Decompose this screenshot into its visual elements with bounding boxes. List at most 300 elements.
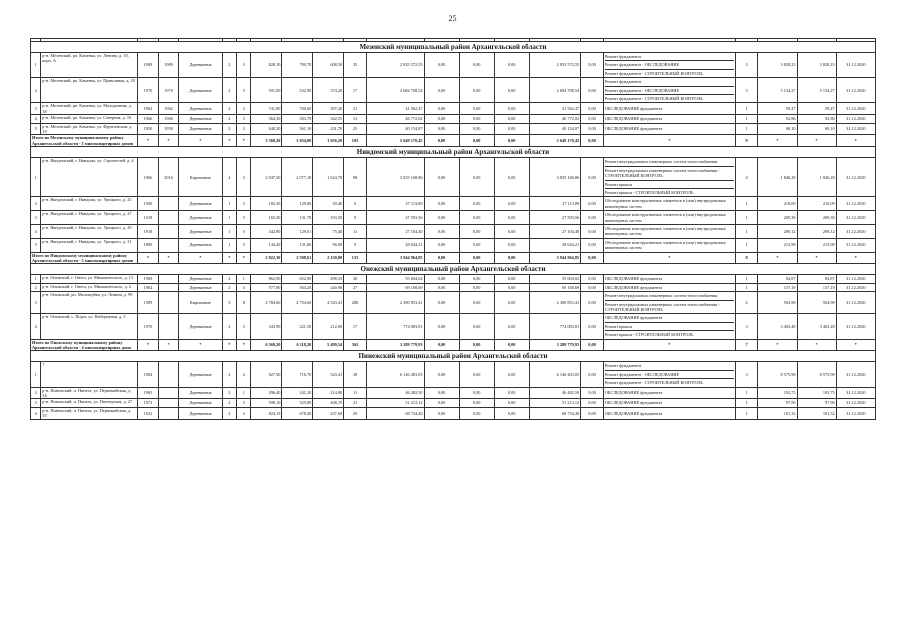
fund-other-cell: 0,00 bbox=[581, 158, 604, 197]
deadline-cell: 31.12.2020 bbox=[836, 103, 875, 115]
wall-material-cell: Деревянные bbox=[179, 283, 222, 291]
total-star: * bbox=[603, 135, 735, 147]
year-built-cell: 1972 bbox=[138, 399, 159, 407]
wall-material-cell: Деревянные bbox=[179, 224, 222, 238]
address-cell: р-н. Мезенский, рп. Каменка, ул. Правошная, д. 29 bbox=[41, 78, 138, 103]
district-total-row bbox=[31, 252, 876, 264]
total-area-cell: 577,80 bbox=[251, 283, 282, 291]
floors-cell: 2 bbox=[222, 123, 236, 135]
residents-cell: 11 bbox=[344, 224, 367, 238]
total-area-cell: 342,80 bbox=[251, 224, 282, 238]
work-item: Ремонт фундамента - ОБСЛЕДОВАНИЕ bbox=[605, 60, 734, 68]
floors-cell: 5 bbox=[222, 292, 236, 314]
unit-cost-cell: 209,39 bbox=[758, 211, 797, 225]
row-number: 5 bbox=[31, 123, 41, 135]
total-star: * bbox=[179, 252, 222, 264]
floors-cell: 2 bbox=[222, 275, 236, 283]
residents-cell: 29 bbox=[344, 407, 367, 419]
table-row bbox=[31, 399, 876, 407]
total-cost-cell: 68 734,48 bbox=[366, 407, 424, 419]
total-star: * bbox=[797, 135, 836, 147]
table-row bbox=[31, 407, 876, 419]
total-cost-cell: 46 772,02 bbox=[366, 115, 424, 123]
private-area-cell: 240,90 bbox=[313, 283, 344, 291]
total-value-cell: 0,00 bbox=[581, 135, 604, 147]
total-value-cell: 0,00 bbox=[494, 135, 529, 147]
total-star: * bbox=[836, 339, 875, 351]
private-area-cell: 103,50 bbox=[313, 211, 344, 225]
total-star: * bbox=[603, 252, 735, 264]
year-renovated-cell bbox=[158, 197, 179, 211]
address-cell: р-н. Мезенский, рп. Каменка, ул. Северная, д. 16 bbox=[41, 115, 138, 123]
fund-federal-cell: 0,00 bbox=[424, 123, 459, 135]
work-item: Ремонт внутридомовых инженерных систем теплоснабжения bbox=[604, 159, 718, 165]
total-area-cell: 591,00 bbox=[251, 78, 282, 103]
district-name: Няндомский муниципальный район Архангельской области bbox=[31, 147, 876, 158]
table-row bbox=[31, 211, 876, 225]
max-cost-cell: 5 134,27 bbox=[797, 78, 836, 103]
works-list-cell bbox=[603, 211, 735, 225]
total-cost-cell: 40 154,87 bbox=[366, 123, 424, 135]
max-cost-cell: 1 846,28 bbox=[797, 158, 836, 197]
fund-other-cell: 0,00 bbox=[581, 407, 604, 419]
fund-regional-cell: 0,00 bbox=[459, 283, 494, 291]
fund-regional-cell: 0,00 bbox=[459, 362, 494, 387]
total-area-cell: 4 784,60 bbox=[251, 292, 282, 314]
floors-cell: 1 bbox=[222, 211, 236, 225]
fund-federal-cell: 0,00 bbox=[424, 53, 459, 78]
row-number: 4 bbox=[31, 407, 41, 419]
floors-cell: 2 bbox=[222, 103, 236, 115]
residents-cell: 25 bbox=[344, 123, 367, 135]
residents-cell: 30 bbox=[344, 275, 367, 283]
deadline-cell: 31.12.2020 bbox=[836, 399, 875, 407]
fund-owners-cell: 3 835 168,86 bbox=[529, 158, 581, 197]
max-cost-cell: 209,39 bbox=[797, 211, 836, 225]
living-area-cell: 678,40 bbox=[282, 407, 313, 419]
total-star: * bbox=[237, 339, 251, 351]
deadline-cell: 31.12.2020 bbox=[836, 78, 875, 103]
total-value-cell: 3 368,20 bbox=[251, 135, 282, 147]
fund-regional-cell: 0,00 bbox=[459, 78, 494, 103]
fund-other-cell: 0,00 bbox=[581, 78, 604, 103]
unit-cost-cell: 8 575,98 bbox=[758, 362, 797, 387]
fund-regional-cell: 0,00 bbox=[459, 115, 494, 123]
work-item: Ремонт фундамента bbox=[604, 363, 642, 369]
entrances-cell: 3 bbox=[237, 115, 251, 123]
district-name: Пинежский муниципальный район Архангельской области bbox=[31, 351, 876, 362]
total-area-cell: 343,90 bbox=[251, 314, 282, 339]
works-list-cell bbox=[603, 238, 735, 252]
work-item: Ремонт внутридомовых инженерных систем теплоснабжения bbox=[604, 293, 718, 299]
table-row bbox=[31, 387, 876, 399]
work-count-cell: 1 bbox=[735, 238, 758, 252]
fund-federal-cell: 0,00 bbox=[424, 399, 459, 407]
max-cost-cell: 101,32 bbox=[797, 407, 836, 419]
living-area-cell: 561,10 bbox=[282, 123, 313, 135]
address-cell: р-н. Пинежский, п. Пинега, ул. Первомайская, д. 55 bbox=[41, 407, 138, 419]
fund-federal-cell: 0,00 bbox=[424, 362, 459, 387]
works-list-cell bbox=[603, 399, 735, 407]
fund-local-cell: 0,00 bbox=[494, 399, 529, 407]
work-count-cell: 3 bbox=[735, 314, 758, 339]
total-star: * bbox=[237, 252, 251, 264]
living-area-cell: 780,70 bbox=[282, 53, 313, 78]
total-value-cell: 0,00 bbox=[424, 252, 459, 264]
total-area-cell: 862,90 bbox=[251, 275, 282, 283]
floors-cell: 2 bbox=[222, 283, 236, 291]
total-value-cell: 0,00 bbox=[494, 252, 529, 264]
private-area-cell: 608,50 bbox=[313, 53, 344, 78]
total-cost-cell: 55 604,02 bbox=[366, 275, 424, 283]
deadline-cell: 31.12.2020 bbox=[836, 158, 875, 197]
fund-owners-cell: 51 213,12 bbox=[529, 399, 581, 407]
works-list-cell bbox=[603, 224, 735, 238]
table-row bbox=[31, 78, 876, 103]
year-renovated-cell bbox=[158, 387, 179, 399]
max-cost-cell: 3 828,23 bbox=[797, 53, 836, 78]
work-count-cell: 2 bbox=[735, 292, 758, 314]
fund-federal-cell: 0,00 bbox=[424, 283, 459, 291]
deadline-cell: 31.12.2020 bbox=[836, 115, 875, 123]
work-item: Ремонт фундамента bbox=[604, 54, 642, 59]
work-item: Ремонт крыши - СТРОИТЕЛЬНЫЙ КОНТРОЛЬ bbox=[605, 188, 734, 196]
private-area-cell: 231,70 bbox=[313, 123, 344, 135]
work-count-cell: 1 bbox=[735, 224, 758, 238]
fund-owners-cell: 774 083,81 bbox=[529, 314, 581, 339]
total-value-cell: 0,00 bbox=[424, 135, 459, 147]
year-built-cell: 1966 bbox=[138, 115, 159, 123]
total-star: * bbox=[138, 252, 159, 264]
deadline-cell: 31.12.2020 bbox=[836, 123, 875, 135]
fund-owners-cell: 6 146 403,05 bbox=[529, 362, 581, 387]
work-count-cell: 3 bbox=[735, 53, 758, 78]
year-renovated-cell bbox=[158, 292, 179, 314]
year-built-cell: 1989 bbox=[138, 292, 159, 314]
year-built-cell: 1989 bbox=[138, 53, 159, 78]
total-star: * bbox=[222, 339, 236, 351]
wall-material-cell: Деревянные bbox=[179, 53, 222, 78]
total-star: * bbox=[158, 135, 179, 147]
work-item: Обследование конструктивных элементов и (или) внутридомовых инженерных систем bbox=[604, 239, 726, 251]
total-value-cell: 5 649 170,45 bbox=[366, 135, 424, 147]
fund-federal-cell: 0,00 bbox=[424, 238, 459, 252]
table-row bbox=[31, 224, 876, 238]
fund-other-cell: 0,00 bbox=[581, 103, 604, 115]
residents-cell: 27 bbox=[344, 283, 367, 291]
wall-material-cell: Деревянные bbox=[179, 123, 222, 135]
deadline-cell: 31.12.2020 bbox=[836, 314, 875, 339]
year-renovated-cell bbox=[158, 407, 179, 419]
fund-federal-cell: 0,00 bbox=[424, 197, 459, 211]
work-item: Ремонт внутридомовых инженерных систем теплоснабжения - СТРОИТЕЛЬНЫЙ КОНТРОЛЬ bbox=[605, 300, 734, 314]
total-value-cell: 0,00 bbox=[459, 339, 494, 351]
wall-material-cell: Деревянные bbox=[179, 314, 222, 339]
total-value-cell: 3 054,00 bbox=[282, 135, 313, 147]
max-cost-cell: 504,98 bbox=[797, 292, 836, 314]
fund-federal-cell: 0,00 bbox=[424, 387, 459, 399]
work-item: ОБСЛЕДОВАНИЕ фундамента bbox=[604, 106, 663, 112]
address-cell: р-н. Мезенский, рп. Каменка, ул. Ленина, д. 10, корп. А bbox=[41, 53, 138, 78]
deadline-cell: 31.12.2020 bbox=[836, 407, 875, 419]
total-star: * bbox=[237, 135, 251, 147]
capital-repair-table bbox=[30, 38, 876, 420]
work-item: Ремонт фундамента bbox=[604, 79, 642, 85]
row-number: 1 bbox=[31, 362, 41, 387]
work-item: ОБСЛЕДОВАНИЕ фундамента bbox=[604, 410, 663, 416]
year-built-cell: 1900 bbox=[138, 197, 159, 211]
entrances-cell: 5 bbox=[237, 238, 251, 252]
fund-other-cell: 0,00 bbox=[581, 362, 604, 387]
living-area-cell: 503,70 bbox=[282, 115, 313, 123]
wall-material-cell: Деревянные bbox=[179, 407, 222, 419]
year-built-cell: 1918 bbox=[138, 224, 159, 238]
fund-other-cell: 0,00 bbox=[581, 211, 604, 225]
work-item: Обследование конструктивных элементов и (или) внутридомовых инженерных систем bbox=[604, 198, 726, 209]
work-item: Ремонт фундамента - СТРОИТЕЛЬНЫЙ КОНТРОЛЬ bbox=[605, 378, 734, 386]
deadline-cell: 31.12.2020 bbox=[836, 283, 875, 291]
total-value-cell: 3 289 779,93 bbox=[529, 339, 581, 351]
fund-other-cell: 0,00 bbox=[581, 53, 604, 78]
work-count-cell: 4 bbox=[735, 158, 758, 197]
year-built-cell: 1970 bbox=[138, 314, 159, 339]
fund-local-cell: 0,00 bbox=[494, 292, 529, 314]
private-area-cell: 408,19 bbox=[313, 399, 344, 407]
year-built-cell: 1965 bbox=[138, 387, 159, 399]
address-cell: р-н. Няндомский, г. Няндома, ул. Урицкого, д. 31 bbox=[41, 238, 138, 252]
fund-local-cell: 0,00 bbox=[494, 123, 529, 135]
total-area-cell: 296,40 bbox=[251, 387, 282, 399]
total-area-cell: 824,19 bbox=[251, 407, 282, 419]
year-built-cell: 1962 bbox=[138, 103, 159, 115]
unit-cost-cell: 97,96 bbox=[758, 399, 797, 407]
district-total-label: Итого по Няндомскому муниципальному району Архангельской области - 5 многоквартирных домов bbox=[31, 252, 138, 264]
fund-local-cell: 0,00 bbox=[494, 211, 529, 225]
wall-material-cell: Деревянные bbox=[179, 103, 222, 115]
private-area-cell: 543,41 bbox=[313, 362, 344, 387]
row-number: 1 bbox=[31, 275, 41, 283]
max-cost-cell: 92,86 bbox=[797, 115, 836, 123]
total-value-cell: 5 499,54 bbox=[313, 339, 344, 351]
deadline-cell: 31.12.2020 bbox=[836, 362, 875, 387]
address-cell: р-н. Няндомский, г. Няндома, ул. Урицкого, д. 25 bbox=[41, 197, 138, 211]
total-value-cell: 133 bbox=[344, 252, 367, 264]
living-area-cell: 131,78 bbox=[282, 211, 313, 225]
private-area-cell: 1 624,70 bbox=[313, 158, 344, 197]
floors-cell: 2 bbox=[222, 314, 236, 339]
fund-regional-cell: 0,00 bbox=[459, 158, 494, 197]
total-value-cell: 0,00 bbox=[459, 252, 494, 264]
year-built-cell: 1966 bbox=[138, 158, 159, 197]
year-built-cell: 1964 bbox=[138, 283, 159, 291]
entrances-cell: 2 bbox=[237, 362, 251, 387]
total-cost-cell: 27 113,89 bbox=[366, 197, 424, 211]
unit-cost-cell: 101,32 bbox=[758, 407, 797, 419]
works-list-cell bbox=[603, 53, 735, 78]
residents-cell: 6 bbox=[344, 197, 367, 211]
residents-cell: 17 bbox=[344, 314, 367, 339]
year-built-cell: 1970 bbox=[138, 78, 159, 103]
wall-material-cell: Деревянные bbox=[179, 115, 222, 123]
fund-regional-cell: 0,00 bbox=[459, 53, 494, 78]
year-built-cell: 1950 bbox=[138, 123, 159, 135]
fund-other-cell: 0,00 bbox=[581, 238, 604, 252]
fund-owners-cell: 46 772,02 bbox=[529, 115, 581, 123]
living-area-cell: 504,20 bbox=[282, 283, 313, 291]
address-cell: р-н. Пинежский, п. Пинега, ул. Пионерская, д. 27 bbox=[41, 399, 138, 407]
total-star: * bbox=[797, 339, 836, 351]
total-work-count: 8 bbox=[735, 252, 758, 264]
deadline-cell: 31.12.2020 bbox=[836, 292, 875, 314]
max-cost-cell: 192,75 bbox=[797, 387, 836, 399]
private-area-cell: 96,00 bbox=[313, 238, 344, 252]
deadline-cell: 31.12.2020 bbox=[836, 197, 875, 211]
fund-regional-cell: 0,00 bbox=[459, 197, 494, 211]
floors-cell: 2 bbox=[222, 399, 236, 407]
wall-material-cell: Кирпичные bbox=[179, 158, 222, 197]
fund-regional-cell: 0,00 bbox=[459, 314, 494, 339]
fund-other-cell: 0,00 bbox=[581, 197, 604, 211]
fund-local-cell: 0,00 bbox=[494, 275, 529, 283]
fund-local-cell: 0,00 bbox=[494, 53, 529, 78]
residents-cell: 17 bbox=[344, 78, 367, 103]
work-count-cell: 1 bbox=[735, 275, 758, 283]
entrances-cell: 3 bbox=[237, 158, 251, 197]
fund-other-cell: 0,00 bbox=[581, 292, 604, 314]
unit-cost-cell: 59,47 bbox=[758, 103, 797, 115]
unit-cost-cell: 84,87 bbox=[758, 275, 797, 283]
year-renovated-cell bbox=[158, 211, 179, 225]
unit-cost-cell: 3 828,23 bbox=[758, 53, 797, 78]
table-row bbox=[31, 292, 876, 314]
residents-cell: 11 bbox=[344, 387, 367, 399]
work-item: Ремонт фундамента - ОБСЛЕДОВАНИЕ bbox=[605, 86, 734, 94]
entrances-cell: 2 bbox=[237, 123, 251, 135]
private-area-cell: 298,33 bbox=[313, 275, 344, 283]
row-number: 2 bbox=[31, 283, 41, 291]
table-row bbox=[31, 103, 876, 115]
district-total-row bbox=[31, 135, 876, 147]
entrances-cell: 8 bbox=[237, 292, 251, 314]
row-number: 3 bbox=[31, 399, 41, 407]
total-value-cell: 3 289 779,93 bbox=[366, 339, 424, 351]
year-built-cell: 1890 bbox=[138, 238, 159, 252]
total-area-cell: 564,30 bbox=[251, 115, 282, 123]
total-cost-cell: 41 562,47 bbox=[366, 103, 424, 115]
address-cell: р-н. Онежский, рп. Малошуйка, ул. Ленина, д. 99 bbox=[41, 292, 138, 314]
address-cell: р-н. Онежский, г. Онега, ул. Мимошенского, д. 13 bbox=[41, 275, 138, 283]
floors-cell: 2 bbox=[222, 115, 236, 123]
work-count-cell: 1 bbox=[735, 283, 758, 291]
total-star: * bbox=[158, 339, 179, 351]
total-cost-cell: 774 083,81 bbox=[366, 314, 424, 339]
total-value-cell: 2 150,00 bbox=[313, 252, 344, 264]
max-cost-cell: 84,87 bbox=[797, 275, 836, 283]
fund-regional-cell: 0,00 bbox=[459, 123, 494, 135]
unit-cost-cell: 3 463,48 bbox=[758, 314, 797, 339]
floors-cell: 2 bbox=[222, 53, 236, 78]
year-renovated-cell bbox=[158, 238, 179, 252]
total-area-cell: 2 047,50 bbox=[251, 158, 282, 197]
entrances-cell: 2 bbox=[237, 103, 251, 115]
page-number: 25 bbox=[448, 14, 457, 23]
wall-material-cell: Деревянные bbox=[179, 387, 222, 399]
work-count-cell: 1 bbox=[735, 103, 758, 115]
fund-regional-cell: 0,00 bbox=[459, 211, 494, 225]
floors-cell: 2 bbox=[222, 407, 236, 419]
entrances-cell: 3 bbox=[237, 314, 251, 339]
address-cell: р-н. Няндомский, г. Няндома, ул. Строителей, д. 4 bbox=[41, 158, 138, 197]
work-count-cell: 1 bbox=[735, 197, 758, 211]
total-area-cell: 648,20 bbox=[251, 123, 282, 135]
total-value-cell: 0,00 bbox=[459, 135, 494, 147]
total-area-cell: 827,90 bbox=[251, 362, 282, 387]
table-row bbox=[31, 53, 876, 78]
table-row bbox=[31, 238, 876, 252]
year-renovated-cell bbox=[158, 362, 179, 387]
works-list-cell bbox=[603, 292, 735, 314]
private-area-cell: 75,40 bbox=[313, 224, 344, 238]
unit-cost-cell: 209,12 bbox=[758, 224, 797, 238]
year-renovated-cell: 1970 bbox=[158, 78, 179, 103]
unit-cost-cell: 192,75 bbox=[758, 387, 797, 399]
total-area-cell: 598,10 bbox=[251, 399, 282, 407]
fund-other-cell: 0,00 bbox=[581, 224, 604, 238]
entrances-cell: 1 bbox=[237, 275, 251, 283]
fund-federal-cell: 0,00 bbox=[424, 78, 459, 103]
total-value-cell: 3 944 964,85 bbox=[529, 252, 581, 264]
unit-cost-cell: 1 846,28 bbox=[758, 158, 797, 197]
fund-owners-cell: 46 482,50 bbox=[529, 387, 581, 399]
table-row bbox=[31, 123, 876, 135]
fund-local-cell: 0,00 bbox=[494, 224, 529, 238]
row-number: 5 bbox=[31, 238, 41, 252]
entrances-cell: 1 bbox=[237, 387, 251, 399]
total-value-cell: 362 bbox=[344, 339, 367, 351]
unit-cost-cell: 210,09 bbox=[758, 197, 797, 211]
total-value-cell: 1 656,20 bbox=[313, 135, 344, 147]
deadline-cell: 31.12.2020 bbox=[836, 224, 875, 238]
total-star: * bbox=[758, 135, 797, 147]
fund-regional-cell: 0,00 bbox=[459, 407, 494, 419]
total-cost-cell: 46 482,50 bbox=[366, 387, 424, 399]
works-list-cell bbox=[603, 283, 735, 291]
fund-regional-cell: 0,00 bbox=[459, 224, 494, 238]
fund-other-cell: 0,00 bbox=[581, 399, 604, 407]
row-number: 1 bbox=[31, 53, 41, 78]
address-cell: р-н. Няндомский, г. Няндома, ул. Урицкого, д. 29 bbox=[41, 224, 138, 238]
work-item: ОБСЛЕДОВАНИЕ фундамента bbox=[604, 116, 663, 122]
work-item: Ремонт фундамента - СТРОИТЕЛЬНЫЙ КОНТРОЛЬ bbox=[605, 69, 734, 77]
district-total-row bbox=[31, 339, 876, 351]
total-value-cell: 2 822,30 bbox=[251, 252, 282, 264]
works-list-cell bbox=[603, 78, 735, 103]
fund-local-cell: 0,00 bbox=[494, 314, 529, 339]
year-renovated-cell bbox=[158, 224, 179, 238]
fund-federal-cell: 0,00 bbox=[424, 211, 459, 225]
fund-federal-cell: 0,00 bbox=[424, 407, 459, 419]
deadline-cell: 31.12.2020 bbox=[836, 387, 875, 399]
living-area-cell: 652,90 bbox=[282, 275, 313, 283]
max-cost-cell: 137,19 bbox=[797, 283, 836, 291]
year-built-cell: 1969 bbox=[138, 275, 159, 283]
work-item: Ремонт внутридомовых инженерных систем теплоснабжения - СТРОИТЕЛЬНЫЙ КОНТРОЛЬ bbox=[605, 166, 734, 180]
living-area-cell: 131,06 bbox=[282, 238, 313, 252]
row-number: 1 bbox=[31, 158, 41, 197]
fund-local-cell: 0,00 bbox=[494, 197, 529, 211]
total-work-count: 9 bbox=[735, 135, 758, 147]
total-star: * bbox=[222, 135, 236, 147]
